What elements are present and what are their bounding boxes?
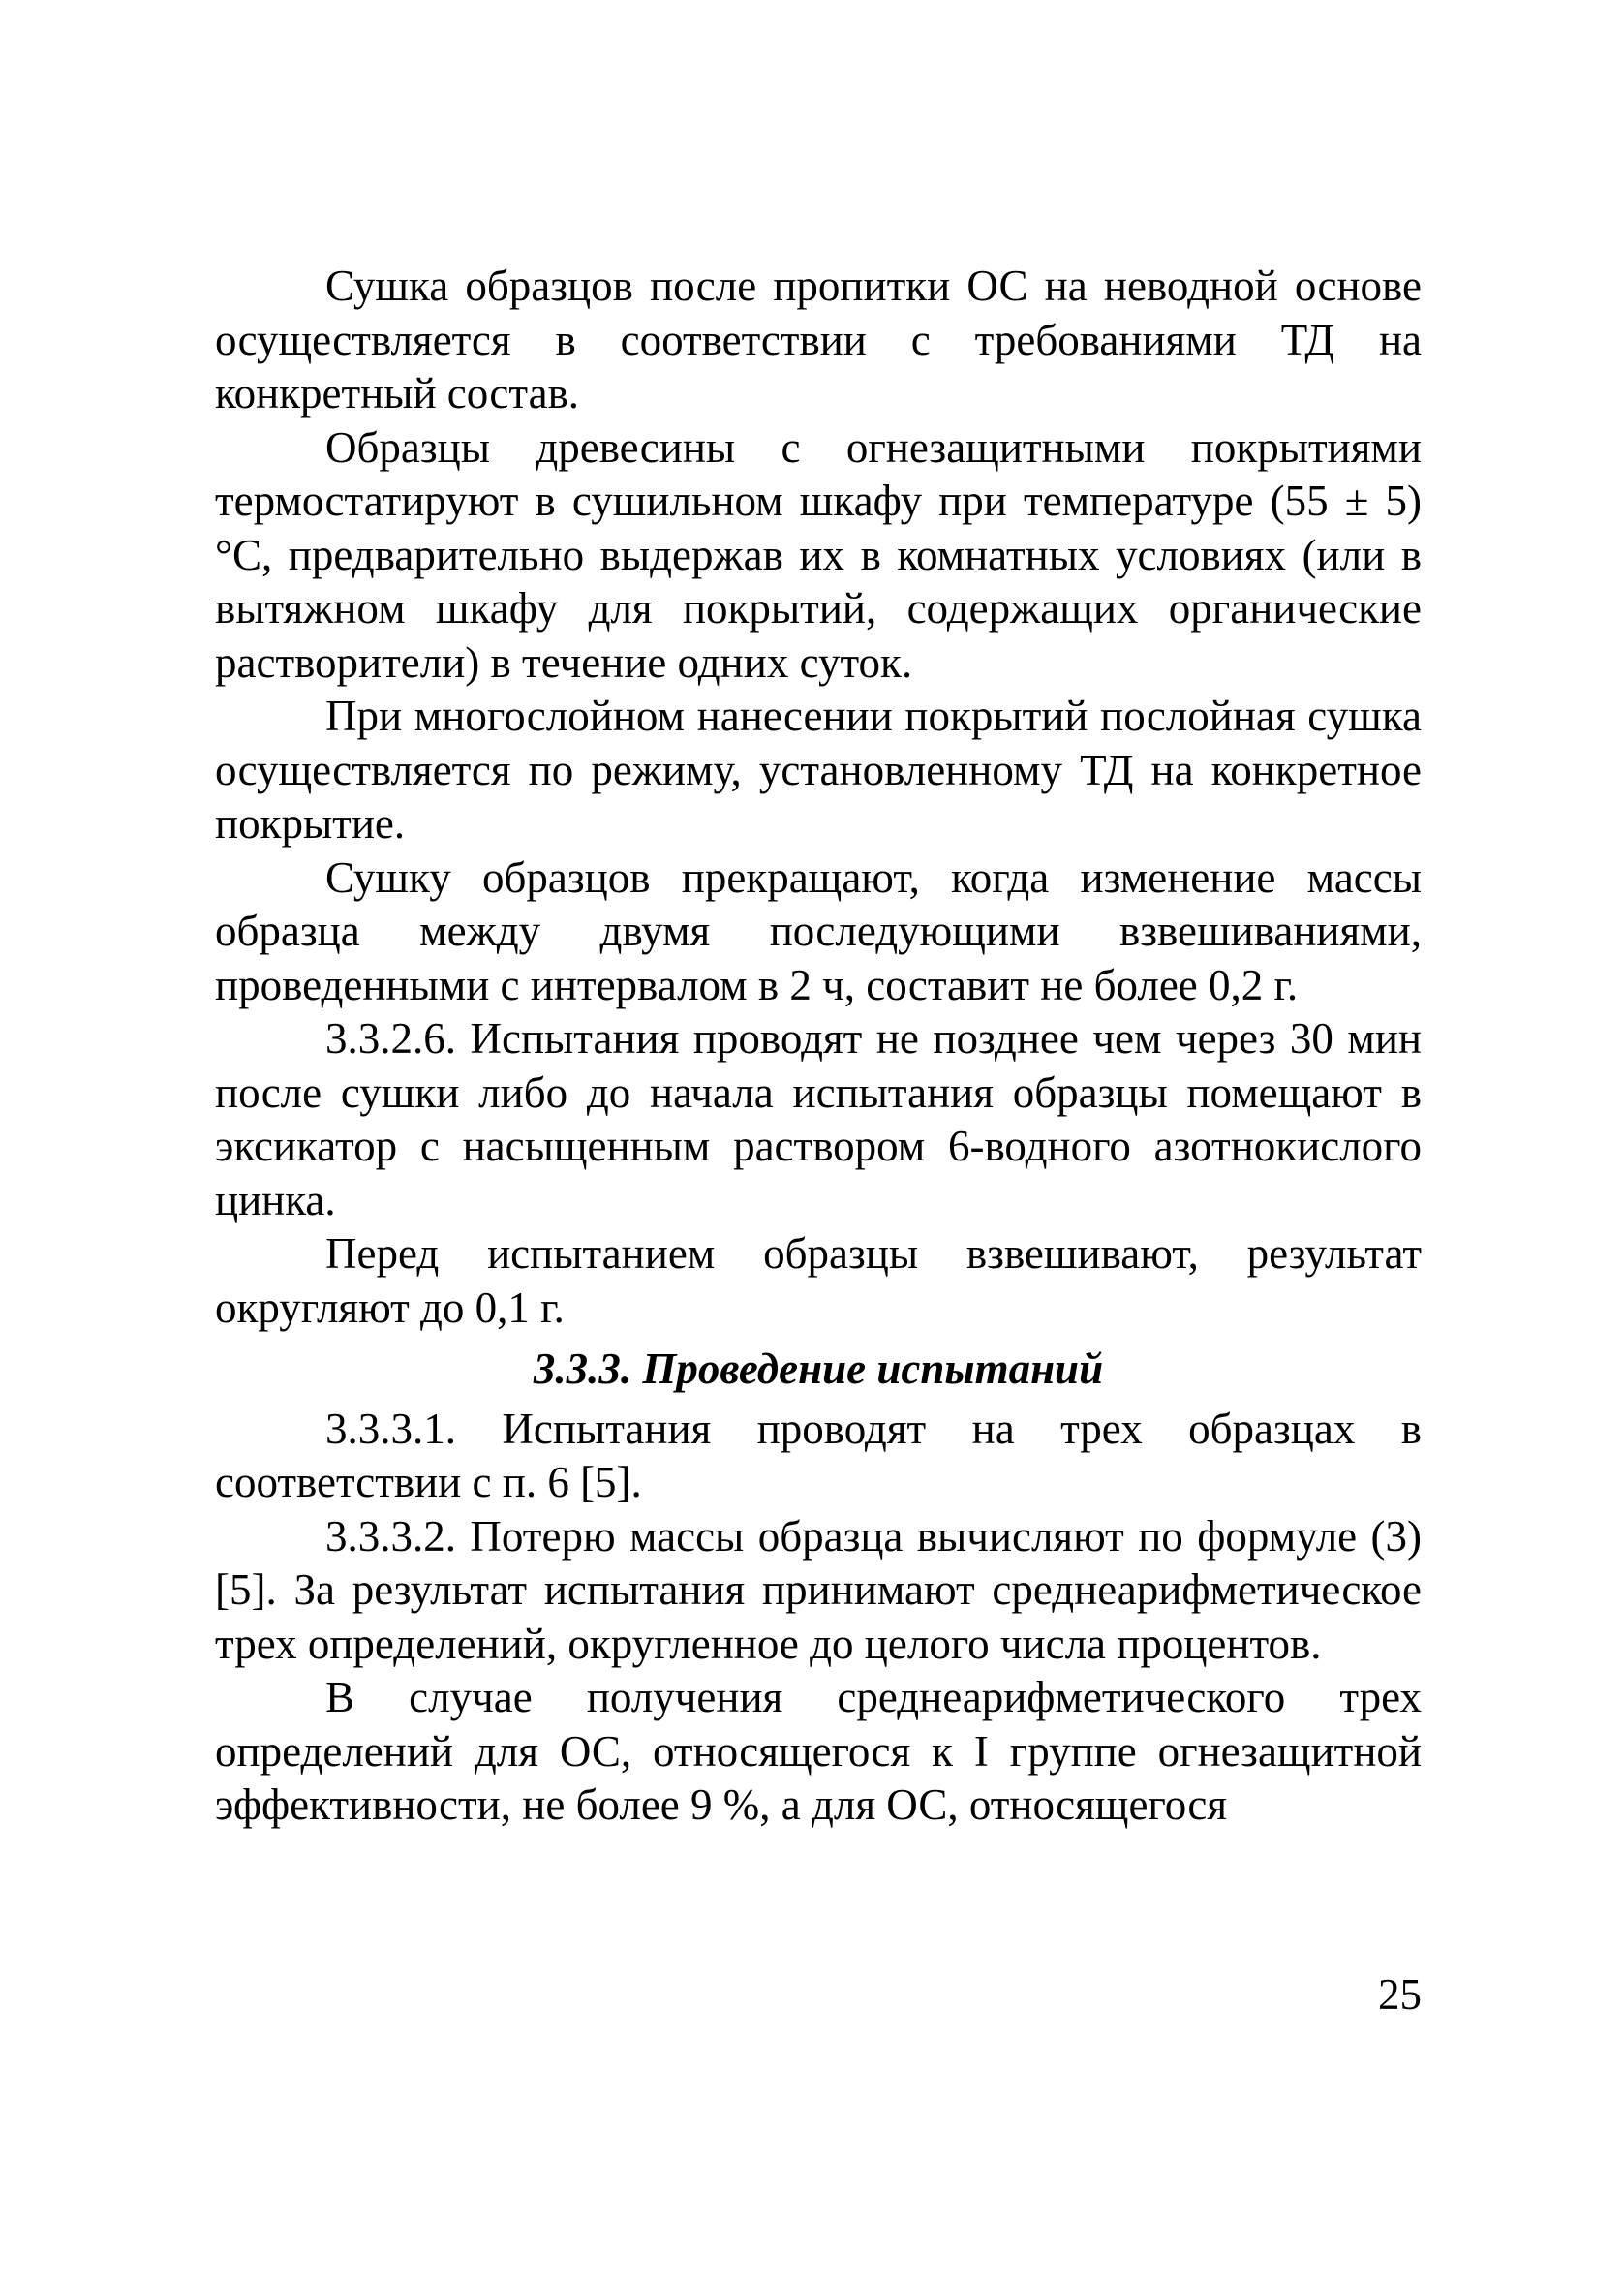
paragraph: Перед испытанием образцы взвешивают, результат округляют до 0,1 г. [215,1229,1422,1332]
paragraph: 3.3.2.6. Испытания проводят не позднее чем через 30 мин после сушки либо до начала испытания образцы помещают в эксикатор с насыщенным раствором 6-водного азотнокислого цинка. [215,1014,1422,1224]
paragraph: Сушку образцов прекращают, когда изменение массы образца между двумя последующими взвешиваниями, проведенными с интервалом в 2 ч, составит не более 0,2 г. [215,852,1422,1009]
paragraph: 3.3.3.2. Потерю массы образца вычисляют по формуле (3) [5]. За результат испытания принимают среднеарифметическое трех определений, округленное до целого числа процентов. [215,1511,1422,1668]
paragraph: Образцы древесины с огнезащитными покрытиями термостатируют в сушильном шкафу при температуре (55 ± 5) °С, предварительно выдержав их в комнатных условиях (или в вытяжном шкафу для покрытий, содержащих органические растворители) в течение одних суток. [215,422,1422,687]
paragraph: 3.3.3.1. Испытания проводят на трех образцах в соответствии с п. 6 [5]. [215,1404,1422,1506]
document-page [215,260,1422,1833]
paragraph: Сушка образцов после пропитки ОС на неводной основе осуществляется в соответствии с требованиями ТД на конкретный состав. [215,262,1422,418]
section-heading: 3.3.3. Проведение испытаний [533,1345,1104,1393]
paragraph: При многослойном нанесении покрытий послойная сушка осуществляется по режиму, установленному ТД на конкретное покрытие. [215,692,1422,848]
paragraph: В случае получения среднеарифметического трех определений для ОС, относящегося к I группе огнезащитной эффективности, не более 9 %, а для ОС, относящегося [215,1673,1422,1829]
page-number: 25 [1378,1970,1422,2019]
